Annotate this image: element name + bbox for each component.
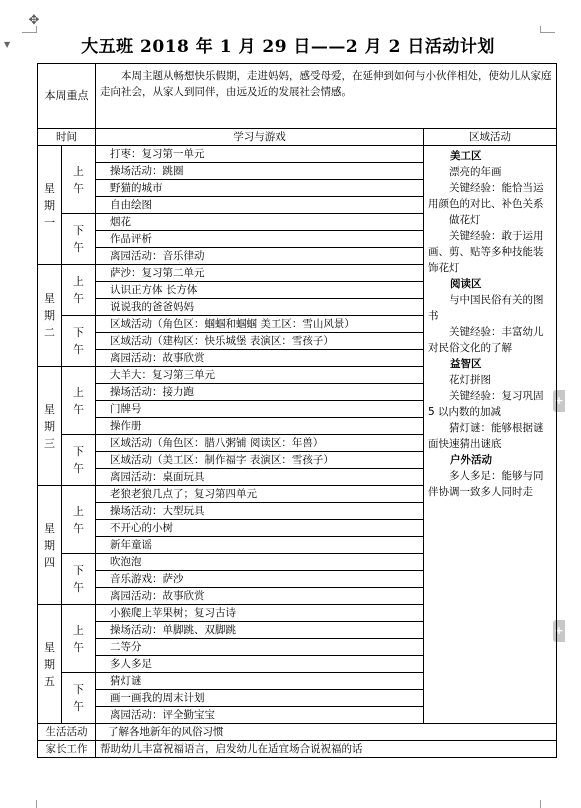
afternoon-label: 下 午 [73, 326, 84, 356]
activity-cell: 多人多足 [96, 656, 424, 673]
activity-cell: 画一画我的周末计划 [96, 690, 424, 707]
crop-mark [22, 800, 37, 808]
region-section-line: 与中国民俗有关的图书 [428, 294, 544, 322]
day-label: 星 期 四 [44, 521, 55, 569]
afternoon-label-cell [62, 214, 96, 265]
afternoon-label-cell [62, 673, 96, 724]
region-section-title: 阅读区 [450, 278, 482, 290]
day-label-cell [38, 605, 62, 724]
activity-cell: 离园活动：故事欣赏 [96, 588, 424, 605]
focus-text: 本周主题从畅想快乐假期，走进妈妈，感受母爱，在延伸到如何与小伙伴相处，使幼儿从家庭走向社会，从家人到同伴，由远及近的发展社会情感。 [96, 64, 557, 129]
region-section-title: 户外活动 [450, 454, 492, 466]
activity-cell: 烟花 [96, 214, 424, 231]
region-header: 区域活动 [424, 129, 557, 146]
day-label-cell [38, 367, 62, 486]
crop-mark [540, 26, 555, 33]
activity-cell: 小猴爬上苹果树；复习古诗 [96, 605, 424, 622]
table-move-handle-icon[interactable]: ✥ [28, 13, 40, 28]
day-label: 星 期 一 [44, 181, 55, 229]
activity-cell: 区域活动（建构区：快乐城堡 表演区：雪孩子） [96, 333, 424, 350]
activity-cell: 作品评析 [96, 231, 424, 248]
table-row [38, 146, 557, 163]
activity-cell: 离园活动：故事欣赏 [96, 350, 424, 367]
activity-cell: 老狼老狼几点了；复习第四单元 [96, 486, 424, 503]
collapse-arrow-icon[interactable]: ▼ [4, 40, 11, 49]
activity-cell: 大羊大：复习第三单元 [96, 367, 424, 384]
region-section-line: 多人多足：能够与同伴协调一致多人同时走 [428, 470, 544, 498]
focus-label: 本周重点 [38, 64, 96, 129]
day-label: 星 期 二 [44, 292, 55, 339]
life-activity-text: 了解各地新年的风俗习惯 [96, 724, 557, 741]
day-label: 星 期 三 [44, 402, 55, 450]
table-row [38, 724, 557, 741]
region-section-line: 漂亮的年画 [449, 166, 502, 178]
activity-cell: 离园活动：音乐律动 [96, 248, 424, 265]
activity-cell: 萨沙：复习第二单元 [96, 265, 424, 282]
afternoon-label: 下 午 [73, 224, 84, 254]
activity-cell: 操场活动：大型玩具 [96, 503, 424, 520]
page-title: 大五班 2018 年 1 月 29 日——2 月 2 日活动计划 [81, 37, 495, 57]
day-label-cell [38, 486, 62, 605]
activity-cell: 打枣：复习第一单元 [96, 146, 424, 163]
activity-cell: 自由绘图 [96, 197, 424, 214]
region-section-line: 关键经验：丰富幼儿对民俗文化的了解 [428, 326, 544, 354]
morning-label: 上 午 [73, 385, 84, 416]
region-section-line: 猜灯谜：能够根据谜面快速猜出谜底 [428, 422, 544, 450]
parent-work-text: 帮助幼儿丰富祝福语言，启发幼儿在适宜场合说祝福的话 [96, 741, 557, 758]
morning-label-cell [62, 367, 96, 435]
activity-cell: 野猫的城市 [96, 180, 424, 197]
afternoon-label: 下 午 [73, 564, 84, 594]
learning-header: 学习与游戏 [96, 129, 424, 146]
region-section-line: 关键经验：敢于运用画、剪、贴等多种技能装饰花灯 [428, 230, 544, 274]
day-label-cell [38, 146, 62, 265]
life-activity-label: 生活活动 [38, 724, 96, 741]
morning-label: 上 午 [73, 504, 84, 535]
region-activities-cell [424, 146, 557, 724]
afternoon-label: 下 午 [73, 683, 84, 713]
activity-cell: 区域活动（角色区：蝈蝈和蝈蝈 美工区：雪山风景） [96, 316, 424, 333]
activity-cell: 操场活动：接力跑 [96, 384, 424, 401]
afternoon-label-cell [62, 316, 96, 367]
region-section-line: 关键经验：能恰当运用颜色的对比、补色关系 [428, 182, 544, 210]
add-column-icon[interactable]: + [553, 620, 565, 642]
activity-cell: 操作册 [96, 418, 424, 435]
add-column-icon[interactable]: + [553, 390, 565, 412]
crop-mark [22, 26, 37, 33]
activity-cell: 猜灯谜 [96, 673, 424, 690]
crop-mark [540, 800, 555, 808]
activity-cell: 新年童谣 [96, 537, 424, 554]
activity-cell: 操场活动：单脚跳、双脚跳 [96, 622, 424, 639]
region-section-title: 美工区 [450, 150, 482, 162]
time-header: 时间 [38, 129, 96, 146]
table-row [38, 741, 557, 758]
activity-cell: 二等分 [96, 639, 424, 656]
day-label: 星 期 五 [44, 640, 55, 688]
morning-label-cell [62, 486, 96, 554]
afternoon-label-cell [62, 554, 96, 605]
region-section-line: 花灯拼图 [449, 374, 491, 386]
activity-cell: 离园活动：桌面玩具 [96, 469, 424, 486]
afternoon-label-cell [62, 435, 96, 486]
activity-cell: 音乐游戏：萨沙 [96, 571, 424, 588]
activity-cell: 区域活动（美工区：制作福字 表演区：雪孩子） [96, 452, 424, 469]
activity-cell: 区域活动（角色区：腊八粥铺 阅读区：年兽） [96, 435, 424, 452]
activity-cell: 门牌号 [96, 401, 424, 418]
morning-label: 上 午 [73, 275, 84, 305]
activity-cell: 不开心的小树 [96, 520, 424, 537]
region-section-title: 益智区 [450, 358, 482, 370]
region-section-line: 关键经验：复习巩固 5 以内数的加减 [428, 390, 544, 418]
morning-label: 上 午 [73, 623, 84, 654]
region-section-line: 做花灯 [449, 214, 481, 226]
activity-cell: 认识正方体 长方体 [96, 282, 424, 299]
activity-plan-table [37, 63, 557, 758]
parent-work-label: 家长工作 [38, 741, 96, 758]
morning-label-cell [62, 605, 96, 673]
afternoon-label: 下 午 [73, 445, 84, 475]
morning-label-cell [62, 146, 96, 214]
morning-label: 上 午 [73, 164, 84, 195]
activity-cell: 吹泡泡 [96, 554, 424, 571]
day-label-cell [38, 265, 62, 367]
activity-cell: 操场活动：跳圈 [96, 163, 424, 180]
activity-cell: 说说我的爸爸妈妈 [96, 299, 424, 316]
activity-cell: 离园活动：评全勤宝宝 [96, 707, 424, 724]
morning-label-cell [62, 265, 96, 316]
